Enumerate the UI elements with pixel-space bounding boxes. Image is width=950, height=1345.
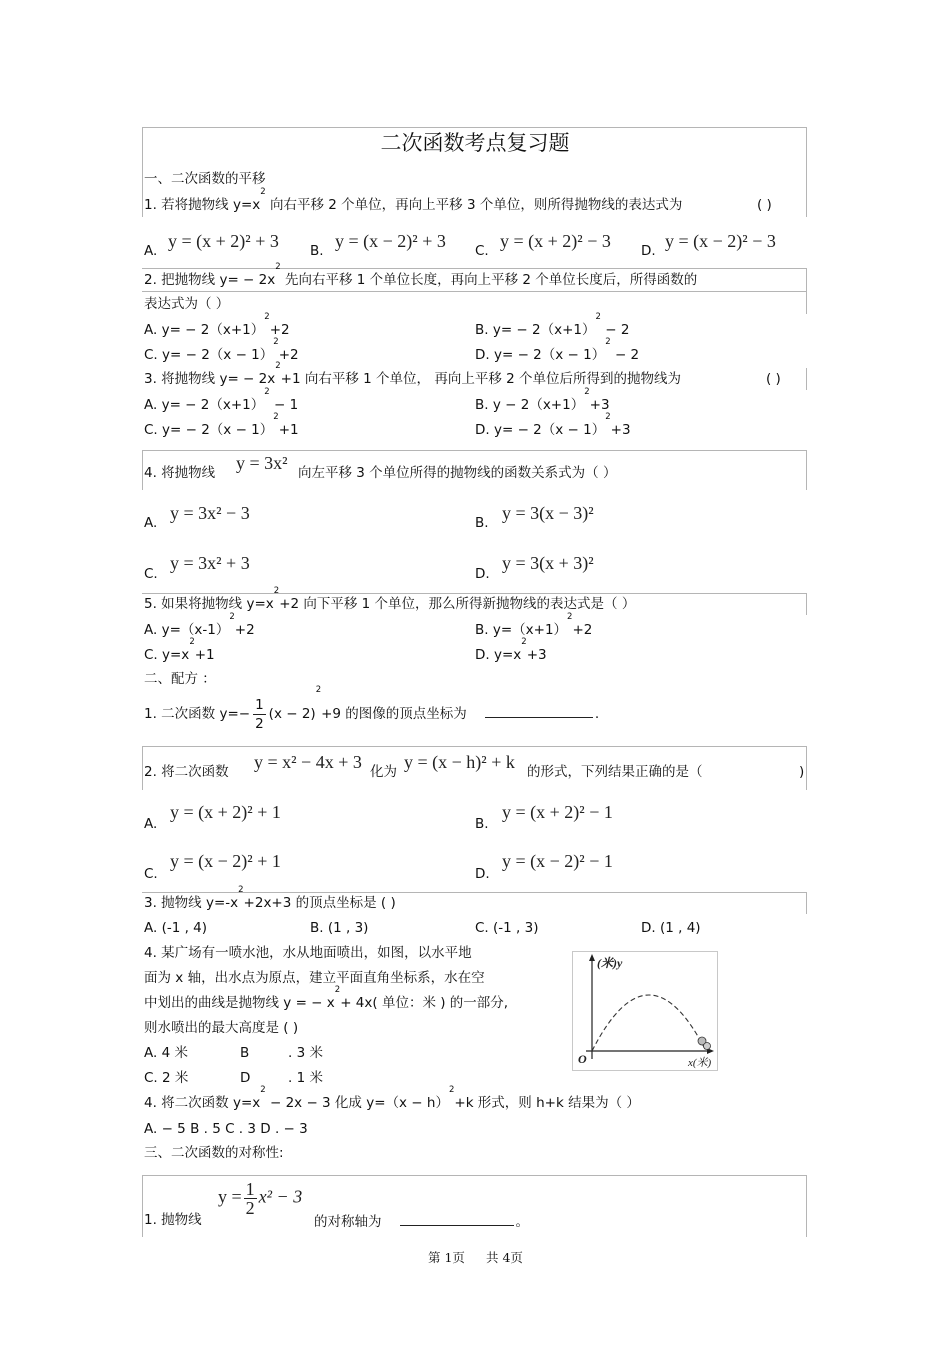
frame-top [142,127,806,128]
option-label-b: B. [475,515,489,531]
question-s1-2-line2: 表达式为（ ） [144,296,230,312]
frame-s3-top [142,1175,806,1176]
option-s2-4-c: C. 2 米 [144,1070,189,1086]
question-s2-2-tail: 的形式，下列结果正确的是（ [527,764,703,780]
frame-q5-right [806,593,807,615]
option-s2-3-d: D. (1 , 4) [641,920,701,936]
option-s1-5-c: C. $y=x^2+1$ [144,637,215,663]
option-s2-4-a: A. 4 米 [144,1045,188,1061]
option-formula-a: y = (x + 2)² + 1 [170,802,281,822]
option-s2-4-d-value: . 1 米 [288,1070,323,1086]
frame-s2q2-top [142,746,806,747]
answer-blank[interactable] [400,1211,514,1226]
option-formula-c: y = (x − 2)² + 1 [170,851,281,871]
page-total: 共 4页 [486,1250,523,1265]
option-s2-3-c: C. (-1 , 3) [475,920,539,936]
question-s2-1: 1. 二次函数 y=− $\frac{1}{2}$ $(x - 2)^2+9$ 的图像的顶点坐标为 . [144,685,600,732]
option-label-a: A. [144,515,158,531]
fountain-parabola-figure [572,951,718,1071]
option-s2-4-b-label: B [240,1045,250,1061]
option-s1-3-c: C. $y= - 2(x - 1)^2+1$ [144,412,299,438]
option-label-b: B. [475,816,489,832]
option-formula-d: y = 3(x + 3)² [502,553,594,573]
question-s1-4-lead: 4. 将抛物线 [144,465,216,481]
option-s2-3-a: A. (-1 , 4) [144,920,208,936]
frame-q4-right [806,450,807,490]
fraction-one-half: $\frac{1}{2}$ [255,696,264,732]
option-label-c: C. [144,866,158,882]
question-s3-1-formula: y = $\frac{1}{2}$ x² − 3 [218,1179,303,1218]
option-label-d: D. [475,866,490,882]
option-s1-2-d: D. $y= - 2(x - 1)^2 - 2$ [475,337,640,363]
section-heading-symmetry: 三、二次函数的对称性: [144,1145,284,1161]
origin-label: O [578,1052,587,1066]
option-formula-d: y = (x − 2)² − 3 [665,231,776,251]
question-s2-4-line1: 4. 某广场有一喷水池，水从地面喷出，如图，以水平地 [144,945,472,961]
question-s2-3: 3. 抛物线 $y=-x^2+2x+3$ 的顶点坐标是 ( ) [144,885,396,911]
y-axis-arrow-icon [589,954,595,961]
question-s1-2-line1: 2. 把抛物线 $y= - 2x^2$ 先向右平移 1 个单位长度，再向上平移 2 个单位长度后，所得函数的 [144,262,698,288]
option-label-b: B. [310,243,324,259]
option-s2-3-b: B. (1 , 3) [310,920,369,936]
question-s2-4b: 4. 将二次函数 $y=x^2 - 2x - 3$ 化成 $y=(x - h)^2+k$ 形式，则 h+k 结果为（ ） [144,1085,640,1111]
question-s1-3: 3. 将抛物线 $y= - 2x^2+1$ 向右平移 1 个单位， 再向上平移 2 个单位后所得到的抛物线为 [144,361,681,387]
question-s2-2-mid: 化为 [370,764,397,780]
option-label-d: D. [641,243,656,259]
option-label-c: C. [475,243,489,259]
option-formula-c: y = (x + 2)² − 3 [500,231,611,251]
question-s1-4-tail: 向左平移 3 个单位所得的抛物线的函数关系式为（ ） [298,465,617,481]
question-s2-2-formula1: y = x² − 4x + 3 [254,752,362,772]
question-s2-2-paren: ) [799,764,805,780]
frame-s2q3-right [806,892,807,914]
question-s3-1-lead: 1. 抛物线 [144,1212,202,1228]
option-s1-2-b: B. $y= - 2(x+1)^2 - 2$ [475,312,630,338]
option-s1-2-a: A. $y= - 2(x+1)^2+2$ [144,312,290,338]
answer-blank[interactable] [485,703,593,718]
frame-s2q2-right [806,746,807,790]
option-s1-3-b: B. $y - 2(x+1)^2+3$ [475,387,610,413]
section-heading-completing-square: 二、配方 ： [144,671,216,687]
question-s2-4-line3: 中划出的曲线是抛物线 y = − $x^2+ 4x$( 单位：米 ) 的一部分, [144,985,509,1011]
x-axis-label: x(米) [688,1057,712,1069]
question-s2-4-line2: 面为 x 轴，出水点为原点，建立平面直角坐标系，水在空 [144,970,485,986]
option-formula-a: y = (x + 2)² + 3 [168,231,279,251]
question-s1-5: 5. 如果将抛物线 $y=x^2+2$ 向下平移 1 个单位，那么所得新抛物线的表达式是（ ） [144,586,636,612]
question-s1-1-paren: ( ) [757,197,772,213]
option-formula-b: y = (x − 2)² + 3 [335,231,446,251]
fraction-one-half: $\frac{1}{2}$ [245,1179,255,1218]
figure-border [573,952,718,1071]
option-formula-b: y = 3(x − 3)² [502,503,594,523]
option-s1-3-d: D. $y= - 2(x - 1)^2+3$ [475,412,631,438]
option-s1-3-a: A. $y= - 2(x+1)^2 - 1$ [144,387,299,413]
question-s1-4-formula: y = 3x² [236,453,288,473]
option-label-d: D. [475,566,490,582]
frame-q2-top [142,268,806,269]
question-s2-2-lead: 2. 将二次函数 [144,764,229,780]
frame-s3-right [806,1175,807,1237]
frame-q4-left [142,450,143,490]
option-s2-4-b-value: . 3 米 [288,1045,323,1061]
question-s1-3-paren: ( ) [766,371,781,387]
option-s2-4-d-label: D [240,1070,251,1086]
option-s1-5-b: B. $y=(x+1)^2+2$ [475,612,593,638]
option-formula-c: y = 3x² + 3 [170,553,250,573]
page-title: 二次函数考点复习题 [380,131,570,155]
frame-s2q2-left [142,746,143,790]
water-droplet-icon [704,1043,711,1050]
frame-q3-right [806,368,807,390]
question-s2-2-formula2: y = (x − h)² + k [404,752,515,772]
frame-q4-top [142,450,806,451]
option-s1-5-a: A. $y=(x-1)^2+2$ [144,612,255,638]
question-s2-4-line4: 则水喷出的最大高度是 ( ) [144,1020,299,1036]
option-formula-d: y = (x − 2)² − 1 [502,851,613,871]
option-label-c: C. [144,566,158,582]
frame-q2-right [806,268,807,314]
option-formula-b: y = (x + 2)² − 1 [502,802,613,822]
question-s1-1: 1. 若将抛物线 $y=x^2$ 向右平移 2 个单位，再向上平移 3 个单位，则所得抛物线的表达式为 [144,187,683,213]
section-heading-translation: 一、二次函数的平移 [144,171,266,187]
y-axis-label: (米)y [597,956,623,970]
option-s1-2-c: C. $y= - 2(x - 1)^2+2$ [144,337,299,363]
option-label-a: A. [144,243,158,259]
option-s1-5-d: D. $y=x^2+3$ [475,637,547,663]
water-parabola-curve [592,995,706,1051]
options-s2-4b: A. − 5 B . 5 C . 3 D . − 3 [144,1121,308,1137]
frame-s3-left [142,1175,143,1237]
frame-q2-mid [142,291,806,292]
option-label-a: A. [144,816,158,832]
question-s3-1-tail: 的对称轴为 。 [314,1211,529,1231]
page-number: 第 1页 [428,1250,465,1265]
option-formula-a: y = 3x² − 3 [170,503,250,523]
frame-q5-top [142,593,806,594]
